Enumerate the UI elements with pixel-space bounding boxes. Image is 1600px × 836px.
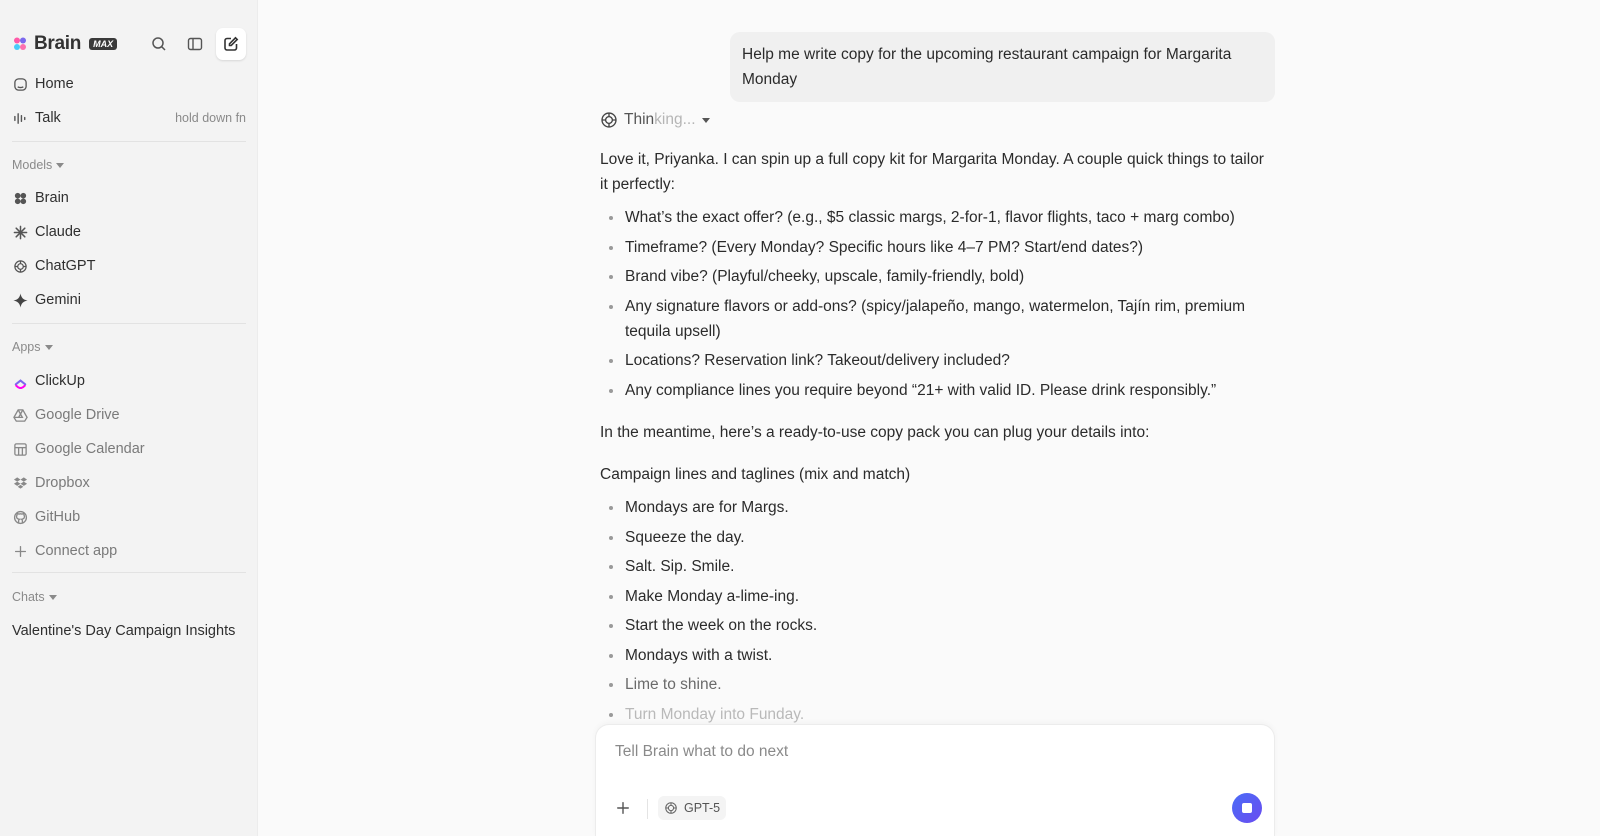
new-chat-button[interactable] [216,28,246,60]
chevron-down-icon [56,163,64,168]
claude-icon [12,224,28,240]
brain-icon [12,190,28,206]
list-item: Start the week on the rocks. [600,613,1275,638]
sidebar-item-talk[interactable] [12,104,246,132]
sidebar-header [12,28,252,60]
list-item: Make Monday a-lime-ing. [600,584,1275,609]
message-composer [595,724,1275,836]
sidebar-panel-icon [187,36,203,52]
list-item: Turn Monday into Funday. [600,702,1275,727]
sidebar-item-google-drive[interactable] [12,401,246,429]
sidebar-item-label: GitHub [35,509,81,525]
divider [12,141,246,142]
list-item: Brand vibe? (Playful/cheeky, upscale, family-friendly, bold) [600,264,1275,289]
assistant-paragraph: In the meantime, here’s a ready-to-use copy pack you can plug your details into: [600,424,1150,441]
waveform-icon [12,110,28,126]
sidebar-item-label: Connect app [35,543,118,559]
model-label: GPT-5 [684,801,721,815]
questions-list [600,205,1275,407]
clickup-icon [12,373,28,389]
chevron-down-icon [702,118,710,123]
sidebar-item-claude[interactable] [12,218,246,246]
sidebar-item-label: Talk [35,110,61,126]
compose-icon [223,36,239,52]
chevron-down-icon [49,595,57,600]
plus-icon [616,801,630,815]
google-drive-icon [12,407,28,423]
sidebar-item-label: Brain [35,190,69,206]
section-label: Apps [12,340,41,354]
sidebar-item-brain[interactable] [12,184,246,212]
sidebar-item-github[interactable] [12,503,246,531]
list-item: Mondays with a twist. [600,643,1275,668]
user-message: Help me write copy for the upcoming restaurant campaign for Margarita Monday [730,32,1275,102]
sidebar-item-chatgpt[interactable] [12,252,246,280]
sidebar-item-label: Google Calendar [35,441,145,457]
sidebar-item-clickup[interactable] [12,367,246,395]
sidebar-item-dropbox[interactable] [12,469,246,497]
list-item: Timeframe? (Every Monday? Specific hours like 4–7 PM? Start/end dates?) [600,235,1275,260]
chatgpt-icon [664,801,678,815]
sidebar-item-gemini[interactable] [12,286,246,314]
section-label: Chats [12,590,45,604]
thinking-label [624,111,696,129]
sidebar-item-label: Google Drive [35,407,120,423]
message-input[interactable] [615,743,1215,761]
list-item: Any signature flavors or add-ons? (spicy/jalapeño, mango, watermelon, Tajín rim, premium tequila upsell) [600,294,1275,344]
list-item: Salt. Sip. Smile. [600,554,1275,579]
chatgpt-icon [600,111,618,129]
list-item: Lime to shine. [600,672,1275,697]
divider [12,323,246,324]
section-label: Models [12,158,53,172]
chat-title: Valentine's Day Campaign Insights [12,623,236,639]
sidebar-item-label: Gemini [35,292,81,308]
list-item: What’s the exact offer? (e.g., $5 classic margs, 2-for-1, flavor flights, taco + marg combo) [600,205,1275,230]
plan-badge: MAX [89,38,117,50]
assistant-intro: Love it, Priyanka. I can spin up a full copy kit for Margarita Monday. A couple quick things to tailor it perfectly: [600,151,1264,193]
google-calendar-icon [12,441,28,457]
search-button[interactable] [144,28,174,60]
list-item: Mondays are for Margs. [600,495,1275,520]
chat-history-item[interactable] [12,617,246,645]
apps-section-header[interactable] [12,340,53,354]
sidebar-item-label: ClickUp [35,373,85,389]
chevron-down-icon [45,345,53,350]
brand-logo[interactable] [12,33,117,55]
connect-app-button[interactable] [12,537,246,565]
models-section-header[interactable] [12,158,64,172]
search-icon [151,36,167,52]
list-item: Locations? Reservation link? Takeout/delivery included? [600,348,1275,373]
toggle-sidebar-button[interactable] [180,28,210,60]
model-selector[interactable] [658,796,726,820]
brain-logo-icon [12,36,28,52]
gemini-icon [12,292,28,308]
sidebar-item-label: Claude [35,224,81,240]
sidebar-item-google-calendar[interactable] [12,435,246,463]
add-attachment-button[interactable] [612,797,634,819]
github-icon [12,509,28,525]
sidebar-item-home[interactable] [12,70,246,98]
taglines-list [600,495,1275,731]
stop-generation-button[interactable] [1232,793,1262,823]
chatgpt-icon [12,258,28,274]
list-item: Squeeze the day. [600,525,1275,550]
talk-shortcut-hint: hold down fn [175,111,246,125]
chat-area [259,0,1600,836]
divider [12,572,246,573]
brand-name: Brain [34,33,82,54]
section-title: Campaign lines and taglines (mix and match) [600,466,911,483]
divider [647,799,648,819]
sidebar-item-label: Dropbox [35,475,90,491]
sidebar-item-label: Home [35,76,74,92]
thinking-label-part: Thin [624,111,655,128]
plus-icon [12,543,28,559]
dropbox-icon [12,475,28,491]
thinking-label-part: king... [654,111,696,128]
thinking-toggle[interactable] [600,111,710,129]
home-icon [12,76,28,92]
list-item: Any compliance lines you require beyond “21+ with valid ID. Please drink responsibly.” [600,378,1275,403]
sidebar-item-label: ChatGPT [35,258,96,274]
stop-icon [1242,803,1252,813]
sidebar [0,0,258,836]
chats-section-header[interactable] [12,590,57,604]
